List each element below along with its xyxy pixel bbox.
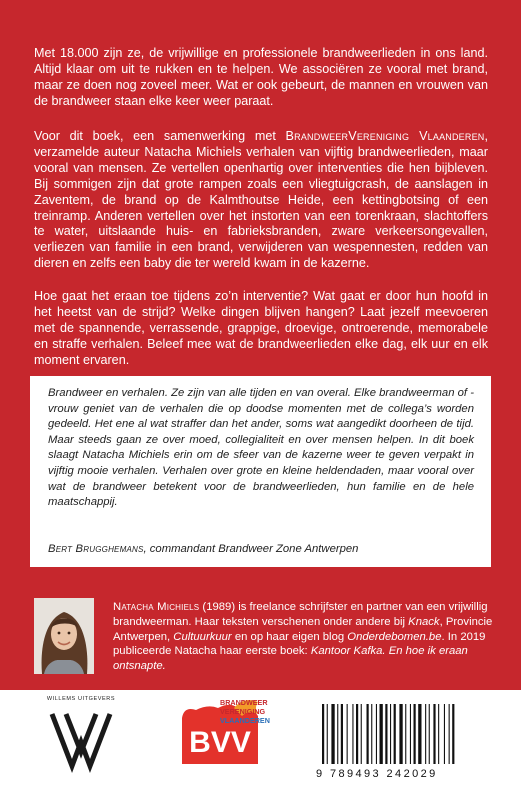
quote-author-name: Bert Brugghemans	[48, 543, 144, 555]
barcode-icon	[316, 702, 476, 766]
paragraph2-before: Voor dit boek, een samenwerking met	[34, 129, 286, 143]
author-photo	[34, 598, 94, 674]
author-bio	[113, 600, 493, 674]
publisher-w-logo-icon	[46, 706, 116, 796]
paragraph2-after: , verzamelde auteur Natacha Michiels verhalen van vijftig brandweerlieden, maar vooral van mensen. Ze vertellen openhartig over interventies die hen bijbleven. Bij sommigen zijn dat grote rampen zoals een vliegtuigcrash, de aanslagen in Zaventem, de brand op de Kalmthoutse Heide, een kettingbotsing of een treinramp. Anderen vertellen over het instorten van een torenkraan, slachtoffers te water, uitslaande huis- en fabrieksbranden, zware verkeersongevallen, verliezen van familie in een brand, verwijderen van wespennesten, redden van dieren en zelfs een baby die ter wereld kwam in de kazerne.	[34, 129, 488, 271]
bio-blog-name: Onderdebomen.be	[347, 630, 442, 643]
author-portrait-image	[34, 598, 94, 674]
bvv-logo-text: BVV	[189, 726, 251, 759]
isbn-number: 9 789493 242029	[316, 768, 438, 780]
footer-band	[0, 690, 521, 800]
bvv-line-2: VERENIGING	[220, 707, 266, 716]
bvv-line-1: BRANDWEER	[220, 698, 268, 707]
bio-author-name: Natacha Michiels	[113, 601, 200, 613]
book-description-paragraph	[34, 129, 488, 272]
publisher-logo	[46, 696, 116, 792]
isbn-barcode	[316, 702, 476, 786]
bio-text-1: (1989) is freelance schrijfster en partner van een vrijwillig brandweerman. Haar teksten verschenen onder andere bij	[113, 601, 488, 628]
bio-publication-cultuurkuur: Cultuurkuur	[173, 630, 232, 643]
intro-paragraph: Met 18.000 zijn ze, de vrijwillige en professionele brandweerlieden in ons land. Altijd klaar om uit te rukken en te helpen. We associëren ze vooral met brand, maar ze doen nog zoveel meer. Wat er ook gebeurt, de mannen en vrouwen van de brandweer staan elke keer weer paraat.	[34, 46, 488, 108]
bio-text-2: , Provincie Antwerpen,	[113, 615, 493, 643]
bio-text-4: . In 2019 publiceerde Natacha haar eerste boek:	[113, 630, 486, 658]
publisher-name: WILLEMS UITGEVERS	[46, 696, 116, 702]
quote-box	[30, 376, 491, 567]
organization-name: BrandweerVereniging Vlaanderen	[285, 129, 485, 143]
quote-attribution	[48, 543, 474, 555]
bio-text-3: en op haar eigen blog	[231, 630, 348, 643]
quote-author-role: , commandant Brandweer Zone Antwerpen	[143, 543, 359, 555]
bvv-organization-name	[220, 698, 300, 725]
quote-text: Brandweer en verhalen. Ze zijn van alle tijden en van overal. Elke brandweerman of -vrouw geniet van de verhalen die op doodse momenten met de collega’s worden gedeeld. Het ene al wat straffer dan het ander, soms wat aangedikt doorheen de tijd. Maar steeds gaan ze over moed, collegialiteit en over mensen helpen. In dit boek slaagt Natacha Michiels erin om de sfeer van de kazerne weer te geven verpakt in vijftig mooie verhalen. Verhalen over grote en kleine heldendaden, maar vooral over wat de brandweer betekent voor de brandweerlieden, hun familie en de hele maatschappij.	[48, 387, 474, 509]
bio-first-book-title: Kantoor Kafka. En hoe ik eraan ontsnapte.	[113, 645, 468, 673]
closing-paragraph: Hoe gaat het eraan toe tijdens zo’n interventie? Wat gaat er door hun hoofd in het heetst van de strijd? Welke dingen blijven hangen? Laat jezelf meevoeren met de spannende, verrassende, grappige, droevige, ontroerende, memorabele en straffe verhalen. Beleef mee wat de brandweerlieden elke dag, elk uur en elk moment ervaren.	[34, 289, 488, 367]
bvv-line-3: VLAANDEREN	[220, 716, 270, 725]
bio-publication-knack: Knack	[408, 615, 440, 628]
